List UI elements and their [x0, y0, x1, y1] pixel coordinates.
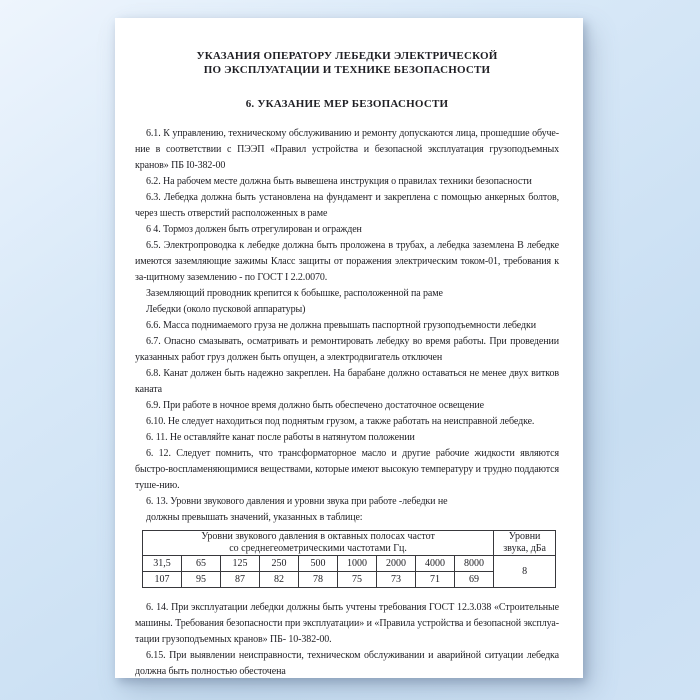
- paragraph: 6.15. При выявлении неисправности, техническом обслуживании и аварийной ситуации лебедка должна быть полностью обесточена: [135, 650, 559, 677]
- pressure-level-cell: 75: [338, 572, 377, 588]
- sound-levels-table: [142, 530, 556, 588]
- paragraph: 6.1. К управлению, техническому обслуживанию и ремонту допускаются лица, прошедшие обуче-ние в соответствии с ПЭЭП «Правил устройства и безопасной эксплуатация грузоподъемных кранов» ПБ I0-382-00: [135, 128, 559, 171]
- frequency-cell: 31,5: [143, 556, 182, 572]
- paragraph: 6 4. Тормоз должен быть отрегулирован и огражден: [146, 224, 362, 235]
- table-intro-line-1: 6. 13. Уровни звукового давления и уровни звука при работе -лебедки не: [146, 496, 448, 507]
- frequency-cell: 125: [221, 556, 260, 572]
- table-intro: [135, 494, 559, 526]
- frequency-cell: 2000: [377, 556, 416, 572]
- table-header-sound-level: [494, 531, 556, 556]
- pressure-level-cell: 73: [377, 572, 416, 588]
- table-header-main: [143, 531, 494, 556]
- paragraph: 6.7. Опасно смазывать, осматривать и ремонтировать лебедку во время работы. При проведении указанных работ груз должен быть опущен, а электродвигатель отключен: [135, 336, 559, 363]
- document-title-line-2: ПО ЭКСПЛУАТАЦИИ И ТЕХНИКЕ БЕЗОПАСНОСТИ: [203, 64, 491, 76]
- paragraph: 6. 14. При эксплуатации лебедки должны быть учтены требования ГОСТ 12.3.038 «Строительные машины. Требования безопасности при эксплуатации» и «Правила устройства и безопасной эксплуа-тации грузоподъемных кранов» ПБ- 10-382-00.: [135, 602, 559, 645]
- document-page: [115, 18, 583, 678]
- pressure-level-cell: 95: [182, 572, 221, 588]
- frequency-cell: 1000: [338, 556, 377, 572]
- document-title: [135, 49, 559, 77]
- frequency-cell: 250: [260, 556, 299, 572]
- paragraph: 6.8. Канат должен быть надежно закреплен. На барабане должно оставаться не менее двух витков каната: [135, 368, 559, 395]
- table-header-sound-level-line-1: Уровни: [508, 531, 541, 542]
- paragraph: 6.6. Масса поднимаемого груза не должна превышать паспортной грузоподъемности лебедки: [146, 320, 536, 331]
- table-header-row: [143, 531, 556, 556]
- paragraph: 6.9. При работе в ночное время должно быть обеспечено достаточное освещение: [146, 400, 484, 411]
- paragraph: Заземляющий проводник крепится к бобышке, расположенной па раме: [146, 288, 443, 299]
- paragraphs-before-table: [135, 126, 559, 494]
- document-title-line-1: УКАЗАНИЯ ОПЕРАТОРУ ЛЕБЕДКИ ЭЛЕКТРИЧЕСКОЙ: [196, 50, 498, 62]
- pressure-level-cell: 107: [143, 572, 182, 588]
- frequency-cell: 500: [299, 556, 338, 572]
- pressure-level-cell: 87: [221, 572, 260, 588]
- pressure-level-cell: 71: [416, 572, 455, 588]
- pressure-level-cell: 69: [455, 572, 494, 588]
- paragraph: 6. 11. Не оставляйте канат после работы в натянутом положении: [146, 432, 415, 443]
- paragraph: 6. 12. Следует помнить, что трансформаторное масло и другие рабочие жидкости являются быстро-воспламеняющимися веществами, которые имеют высокую температуру и трудно поддаются туше-нию.: [135, 448, 559, 491]
- frequencies-row: [143, 556, 556, 572]
- table-intro-line-2: должны превышать значений, указанных в таблице:: [146, 512, 363, 523]
- frequency-cell: 65: [182, 556, 221, 572]
- paragraph: 6.2. На рабочем месте должна быть вывешена инструкция о правилах техники безопасности: [146, 176, 532, 187]
- pressure-level-cell: 78: [299, 572, 338, 588]
- table-header-main-line-1: Уровни звукового давления в октавных полосах частот: [201, 531, 435, 542]
- paragraphs-after-table: [135, 600, 559, 680]
- table-header-main-line-2: со среднегеометрическими частотами Гц.: [229, 543, 407, 554]
- sound-level-cell: 8: [494, 556, 556, 588]
- paragraph: Лебедки (около пусковой аппаратуры): [146, 304, 306, 315]
- frequency-cell: 8000: [455, 556, 494, 572]
- section-heading: 6. УКАЗАНИЕ МЕР БЕЗОПАСНОСТИ: [245, 98, 449, 110]
- paragraph: 6.5. Электропроводка к лебедке должна быть проложена в трубах, а лебедка заземлена В лебедке имеются заземляющие зажимы Класс защиты от поражения электрическим током-01, требования к за-щитному заземлению - по ГОСТ I 2.2.0070.: [135, 240, 559, 283]
- frequency-cell: 4000: [416, 556, 455, 572]
- paragraph: 6.3. Лебедка должна быть установлена на фундамент и закреплена с помощью анкерных болтов, через шесть отверстий расположенных в раме: [135, 192, 559, 219]
- table-header-sound-level-line-2: звука, дБа: [503, 543, 546, 554]
- pressure-level-cell: 82: [260, 572, 299, 588]
- paragraph: 6.10. Не следует находиться под поднятым грузом, а также работать на неисправной лебедке.: [146, 416, 535, 427]
